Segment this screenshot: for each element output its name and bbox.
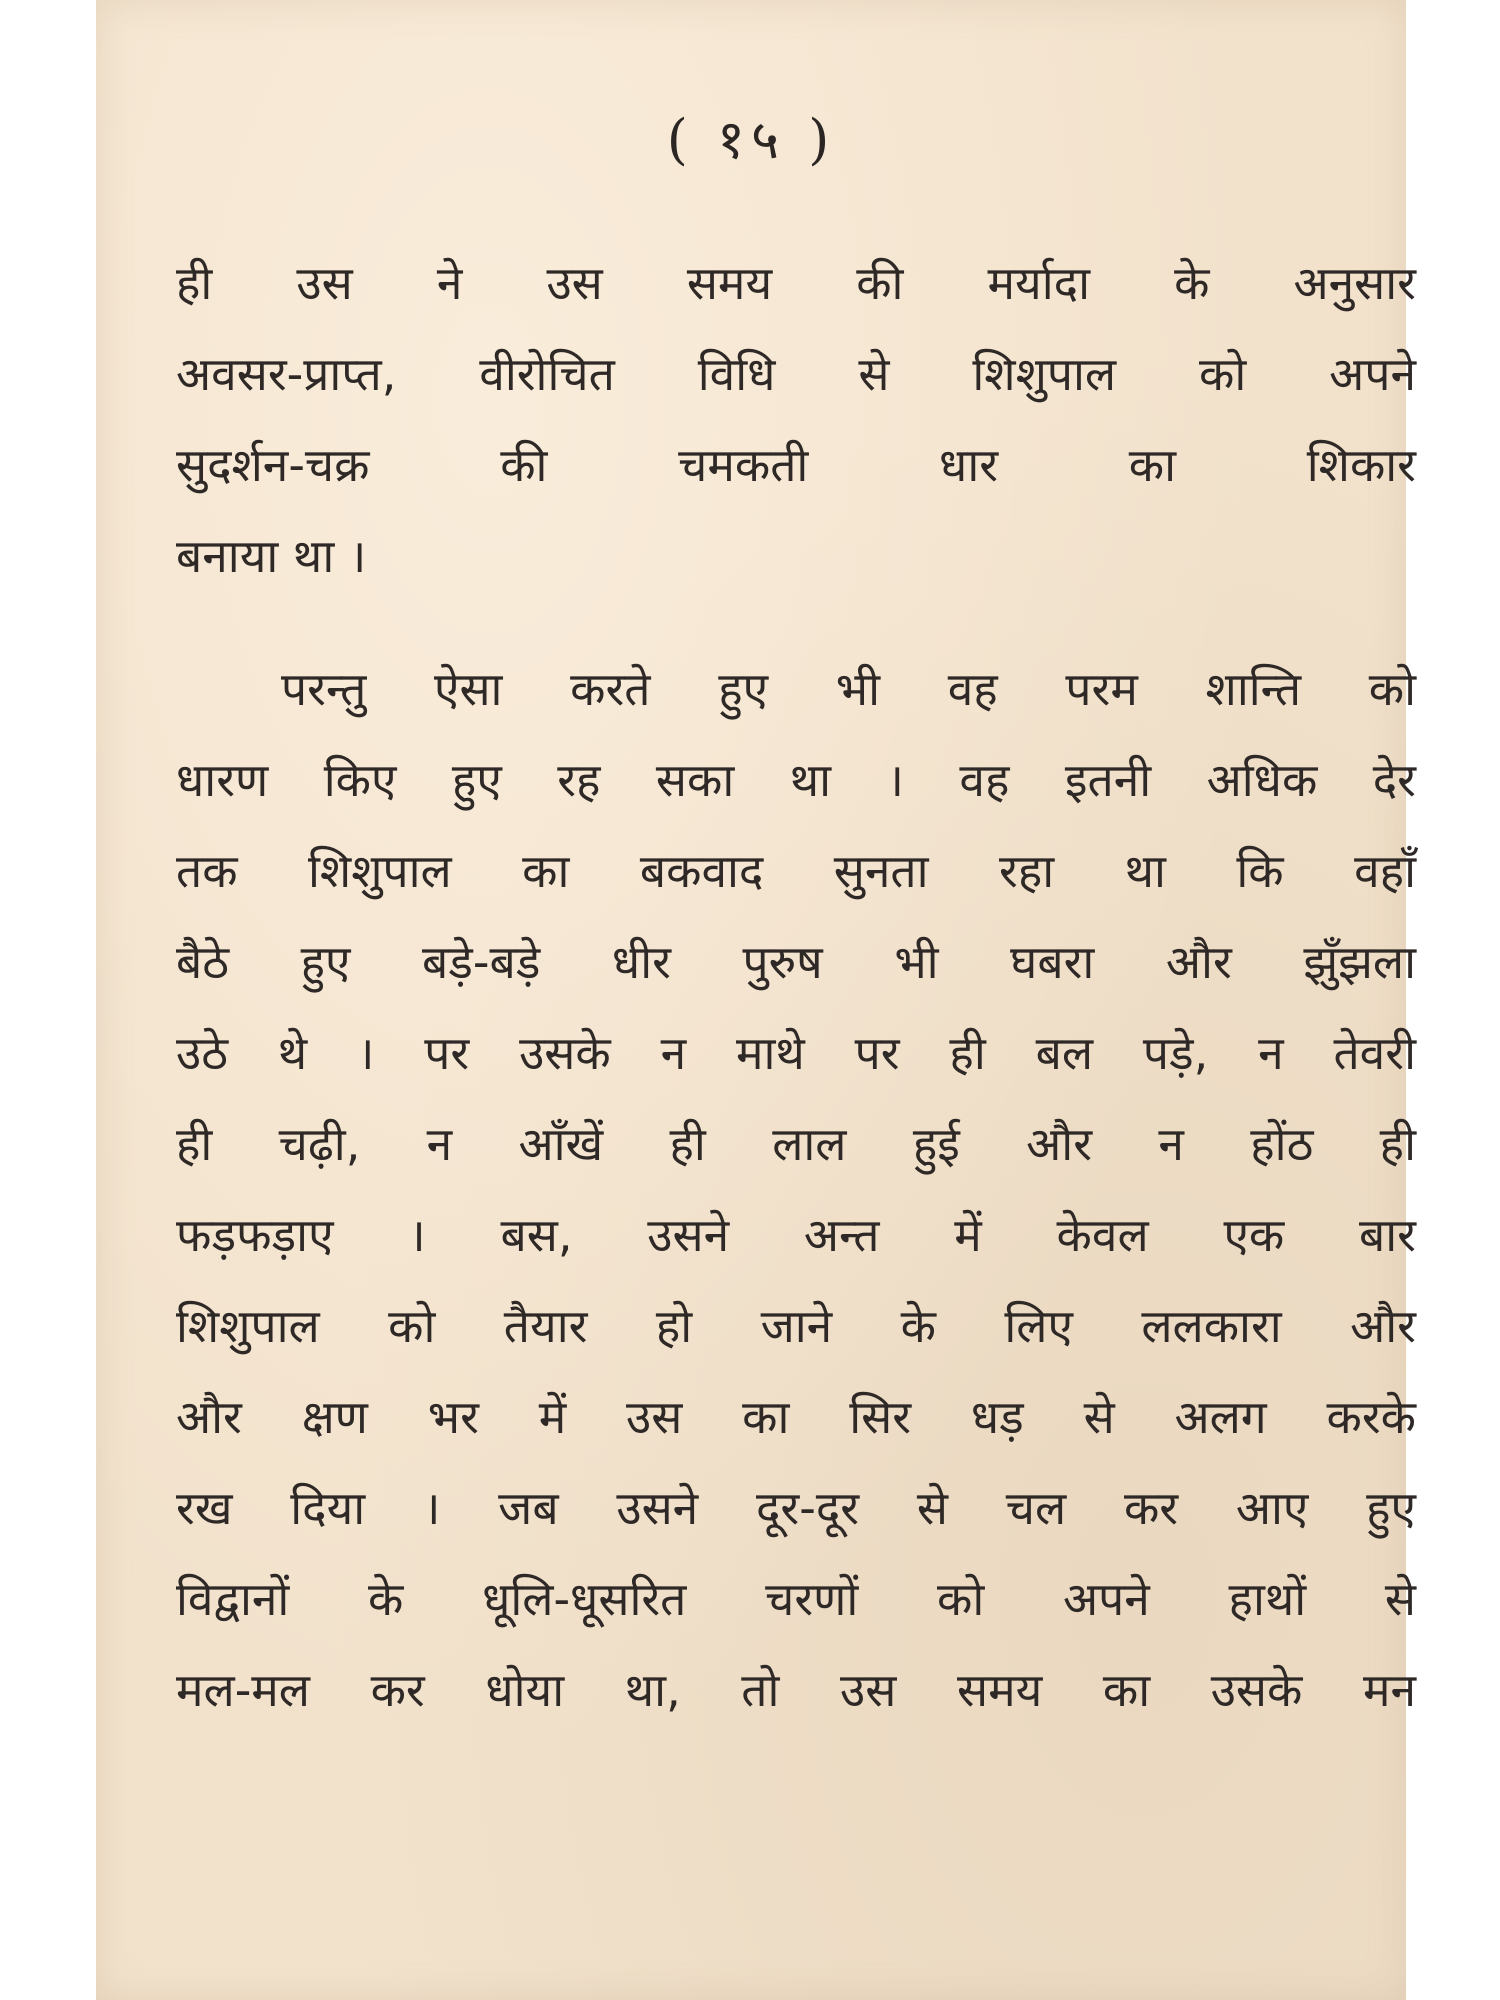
page-number: ( १५ ) (666, 108, 836, 171)
text-line: धारण किए हुए रह सका था । वह इतनी अधिक देर (176, 753, 1416, 807)
text-line: और क्षण भर में उस का सिर धड़ से अलग करके (176, 1390, 1416, 1444)
text-line: फड़फड़ाए । बस, उसने अन्त में केवल एक बार (176, 1208, 1416, 1262)
text-line: ही चढ़ी, न आँखें ही लाल हुई और न होंठ ही (176, 1117, 1416, 1171)
text-line: तक शिशुपाल का बकवाद सुनता रहा था कि वहाँ (176, 844, 1416, 898)
text-line: शिशुपाल को तैयार हो जाने के लिए ललकारा और (176, 1299, 1416, 1353)
text-line: मल-मल कर धोया था, तो उस समय का उसके मन (176, 1663, 1416, 1717)
text-line: बनाया था । (176, 529, 367, 583)
paragraph-2 (176, 644, 1416, 1736)
text-line: बैठे हुए बड़े-बड़े धीर पुरुष भी घबरा और झुँझला (176, 935, 1416, 989)
paragraph-gap (176, 602, 1416, 644)
text-line: विद्वानों के धूलि-धूसरित चरणों को अपने हाथों से (176, 1572, 1416, 1626)
text-line: सुदर्शन-चक्र की चमकती धार का शिकार (176, 438, 1416, 492)
page-paper (96, 0, 1416, 2000)
text-line: अवसर-प्राप्त, वीरोचित विधि से शिशुपाल को अपने (176, 347, 1416, 401)
paragraph-1 (176, 238, 1416, 602)
text-line: परन्तु ऐसा करते हुए भी वह परम शान्ति को (281, 662, 1416, 716)
text-line: उठे थे । पर उसके न माथे पर ही बल पड़े, न तेवरी (176, 1026, 1416, 1080)
body-text (176, 238, 1416, 1736)
text-line: रख दिया । जब उसने दूर-दूर से चल कर आए हुए (176, 1481, 1416, 1535)
text-line: ही उस ने उस समय की मर्यादा के अनुसार (176, 256, 1416, 310)
